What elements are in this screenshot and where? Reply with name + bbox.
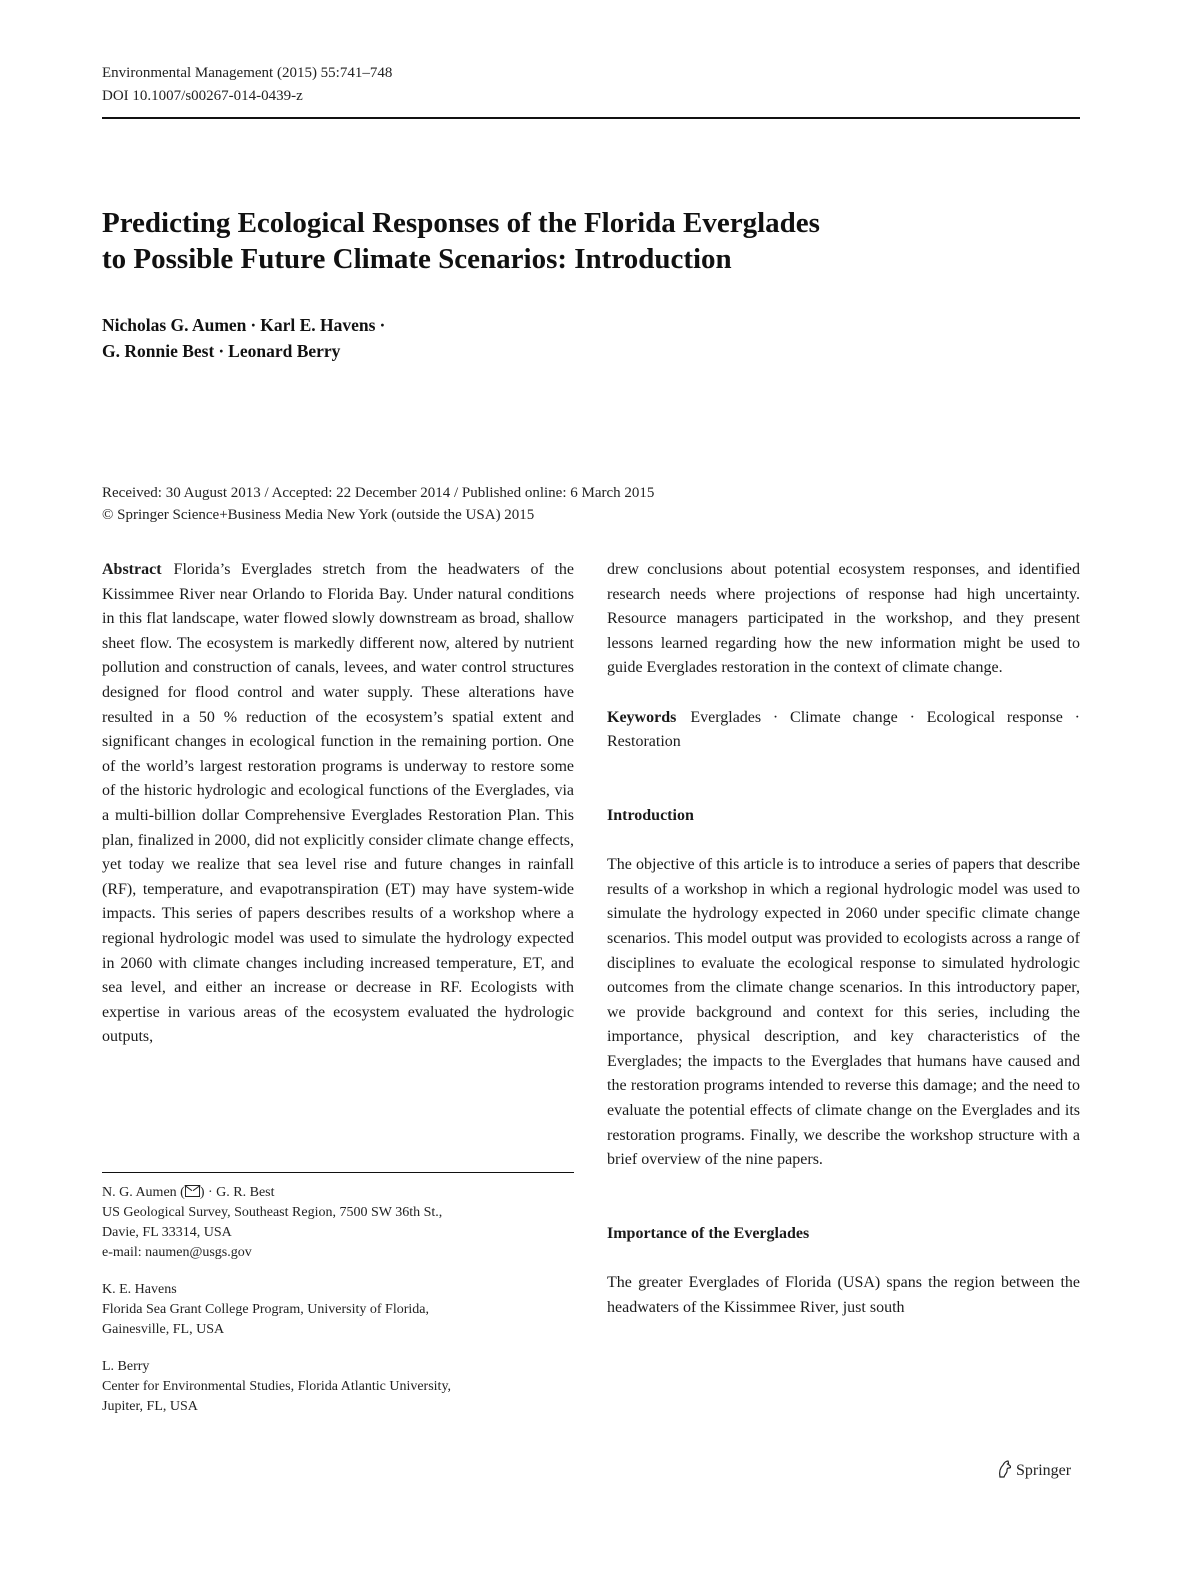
- affiliation-org: Center for Environmental Studies, Florida Atlantic University,: [102, 1379, 452, 1394]
- author-separator: ·: [218, 341, 225, 361]
- publication-dates: [102, 482, 654, 526]
- affiliation-org: US Geological Survey, Southeast Region, 7500 SW 36th St.,: [102, 1205, 443, 1220]
- introduction-text: The objective of this article is to introduce a series of papers that describe results of a workshop in which a regional hydrologic model was used to simulate the hydrology expected in 2060 under specific climate change scenarios. This model output was provided to ecologists across a range of disciplines to evaluate the ecological response to simulated hydrologic outcomes from the climate change scenarios. In this introductory paper, we provide background and context for this series, including the importance, physical description, and key characteristics of the Everglades; the impacts to the Everglades that humans have caused and the restoration programs intended to reverse this damage; and the need to evaluate the potential effects of climate change on the Everglades and its restoration programs. Finally, we describe the workshop structure with a brief overview of the nine papers.: [607, 856, 1080, 1169]
- affiliation-havens: [102, 1280, 574, 1340]
- keywords-text: Everglades · Climate change · Ecological response · Restoration: [607, 708, 1080, 751]
- affiliation-names-cont: ) · G. R. Best: [199, 1185, 275, 1200]
- journal-doi: DOI 10.1007/s00267-014-0439-z: [102, 88, 303, 104]
- publisher-logo: [996, 1460, 1071, 1480]
- journal-citation: Environmental Management (2015) 55:741–748: [102, 65, 393, 81]
- author-name: G. Ronnie Best: [102, 341, 215, 361]
- affiliation-location: Gainesville, FL, USA: [102, 1322, 225, 1337]
- affiliations: [102, 1183, 574, 1434]
- importance-text: The greater Everglades of Florida (USA) spans the region between the headwaters of the Kissimmee River, just south: [607, 1274, 1080, 1316]
- journal-header: [102, 62, 392, 108]
- received-accepted-published: Received: 30 August 2013 / Accepted: 22 December 2014 / Published online: 6 March 2015: [102, 485, 655, 501]
- publisher-name: Springer: [1016, 1462, 1072, 1479]
- abstract: [102, 558, 574, 1050]
- author-name: Leonard Berry: [228, 341, 341, 361]
- introduction-heading: Introduction: [607, 806, 694, 824]
- importance-heading: Importance of the Everglades: [607, 1225, 810, 1243]
- title-line-2: to Possible Future Climate Scenarios: Introduction: [102, 243, 732, 275]
- affiliation-org: Florida Sea Grant College Program, University of Florida,: [102, 1302, 429, 1317]
- abstract-label: Abstract: [102, 561, 162, 578]
- affiliation-names: L. Berry: [102, 1359, 150, 1374]
- affiliation-email[interactable]: e-mail: naumen@usgs.gov: [102, 1245, 252, 1260]
- left-column: [102, 558, 574, 1050]
- affiliation-names: K. E. Havens: [102, 1282, 177, 1297]
- affiliation-names: N. G. Aumen (: [102, 1185, 185, 1200]
- author-name: Nicholas G. Aumen: [102, 315, 247, 335]
- abstract-continued: drew conclusions about potential ecosystem responses, and identified research needs where projections of response had high uncertainty. Resource managers participated in the workshop, and they present lessons learned regarding how the new information might be used to guide Everglades restoration in the context of climate change.: [607, 561, 1080, 677]
- title-line-1: Predicting Ecological Responses of the Florida Everglades: [102, 207, 820, 239]
- author-line-2: [102, 338, 389, 364]
- envelope-icon: [185, 1185, 200, 1197]
- affiliation-aumen-best: [102, 1183, 574, 1263]
- author-name: Karl E. Havens: [260, 315, 376, 335]
- footnote-rule: [102, 1172, 574, 1173]
- author-separator: ·: [379, 315, 386, 335]
- affiliation-location: Davie, FL 33314, USA: [102, 1225, 232, 1240]
- right-column: [607, 558, 1080, 1320]
- affiliation-berry: [102, 1357, 574, 1417]
- keywords: [607, 706, 1080, 755]
- author-line-1: [102, 312, 389, 338]
- abstract-text: Florida’s Everglades stretch from the headwaters of the Kissimmee River near Orlando to Florida Bay. Under natural conditions in this flat landscape, water flowed slowly downstream as broad, shallow sheet flow. The ecosystem is markedly different now, altered by nutrient pollution and construction of canals, levees, and water control structures designed for flood control and water supply. These alterations have resulted in a 50 % reduction of the ecosystem’s spatial extent and significant changes in ecological function in the remaining portion. One of the world’s largest restoration programs is underway to restore some of the historic hydrologic and ecological functions of the Everglades, via a multi-billion dollar Comprehensive Everglades Restoration Plan. This plan, finalized in 2000, did not explicitly consider climate change effects, yet today we realize that sea level rise and future changes in rainfall (RF), temperature, and evapotranspiration (ET) may have system-wide impacts. This series of papers describes results of a workshop where a regional hydrologic model was used to simulate the hydrology expected in 2060 with climate changes including increased temperature, ET, and sea level, and either an increase or decrease in RF. Ecologists with expertise in various areas of the ecosystem evaluated the hydrologic outputs,: [102, 561, 574, 1046]
- author-list: [102, 312, 389, 364]
- springer-horse-icon: [996, 1460, 1012, 1478]
- keywords-label: Keywords: [607, 708, 677, 726]
- header-rule: [102, 117, 1080, 119]
- copyright-notice: © Springer Science+Business Media New York (outside the USA) 2015: [102, 507, 535, 523]
- affiliation-location: Jupiter, FL, USA: [102, 1399, 198, 1414]
- article-title: [102, 205, 1082, 277]
- author-separator: ·: [250, 315, 257, 335]
